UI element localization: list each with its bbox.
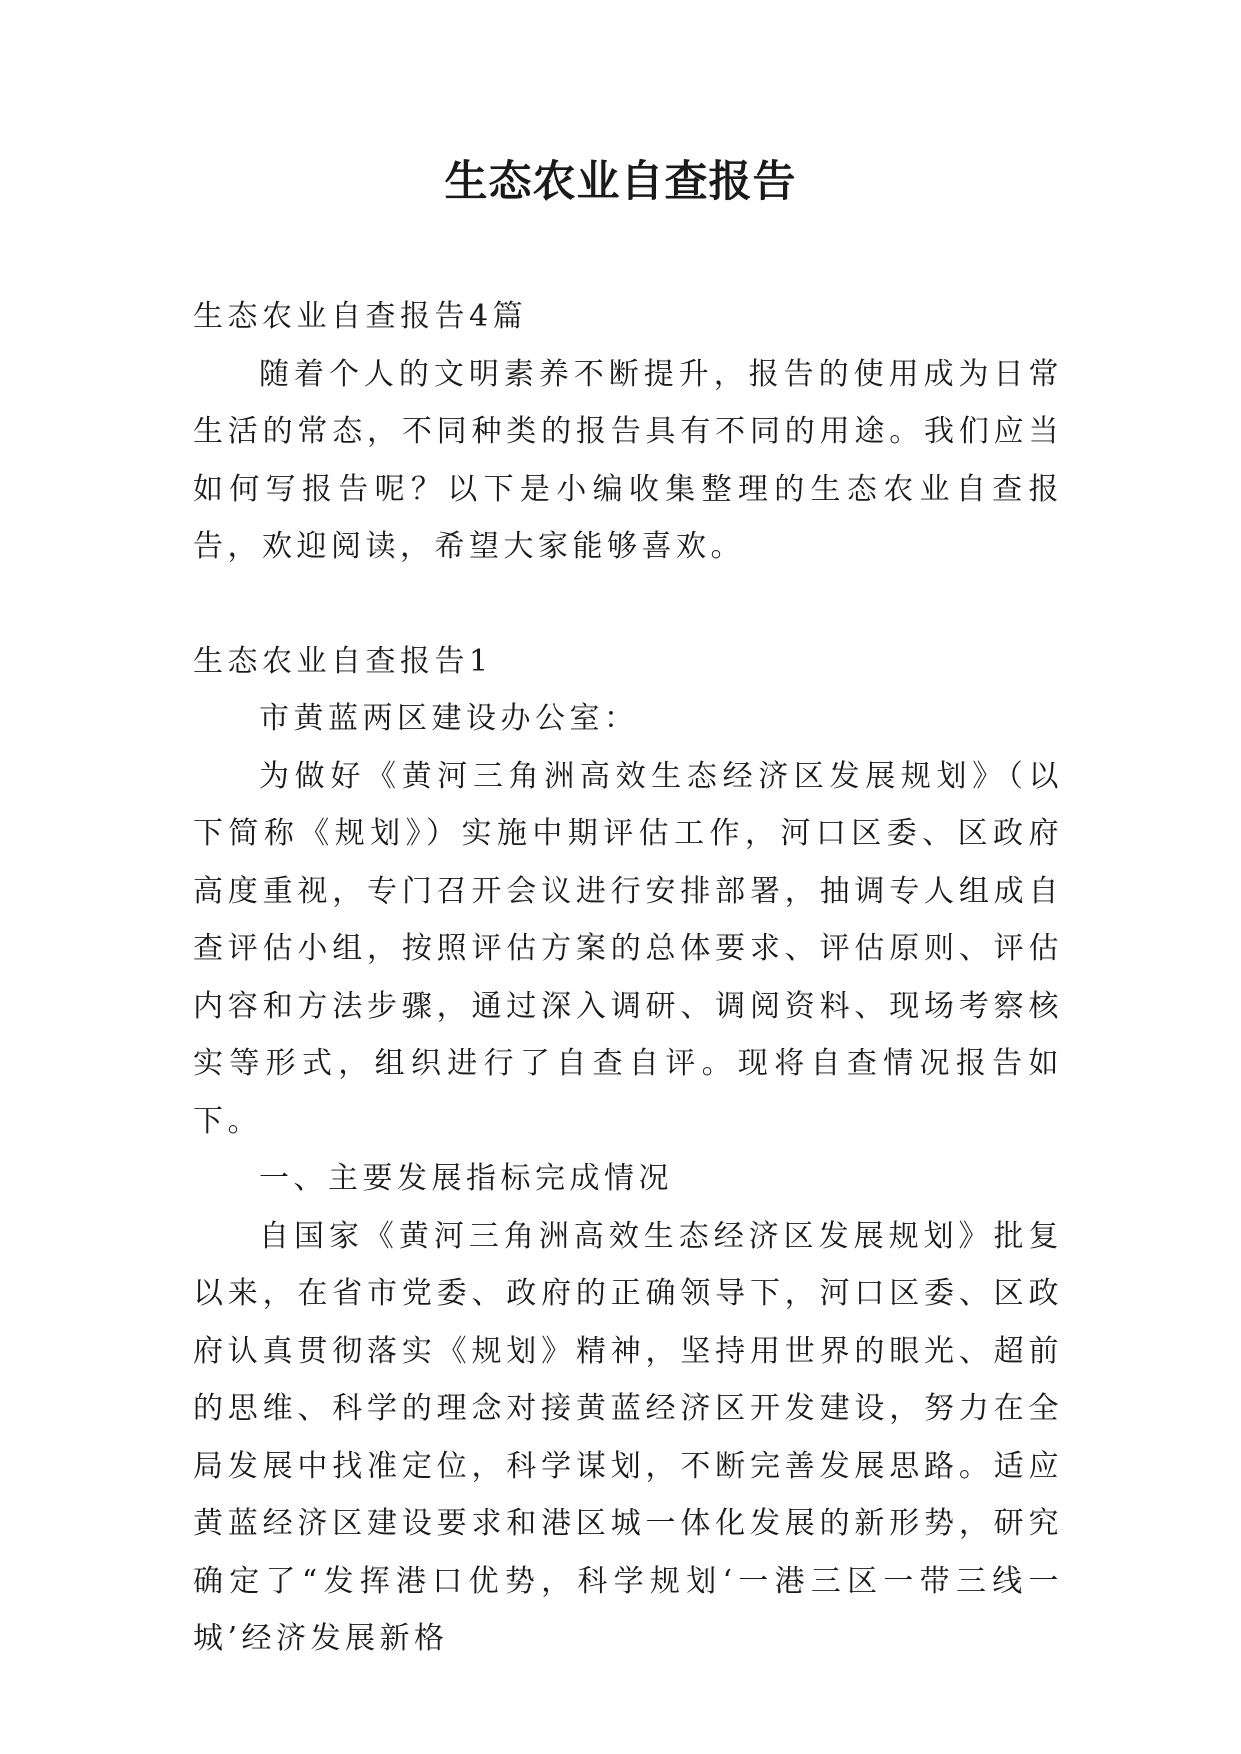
- document-title: 生态农业自查报告: [444, 157, 797, 207]
- document-subtitle: 生态农业自查报告4篇: [193, 299, 528, 334]
- intro-paragraph: 随着个人的文明素养不断提升，报告的使用成为日常生活的常态，不同种类的报告具有不同的用途。我们应当如何写报告呢？以下是小编收集整理的生态农业自查报告，欢迎阅读，希望大家能够喜欢。: [193, 356, 1063, 564]
- section-spacer: [193, 576, 1063, 633]
- body-paragraph: 自国家《黄河三角洲高效生态经济区发展规划》批复以来，在省市党委、政府的正确领导下，河口区委、区政府认真贯彻落实《规划》精神，坚持用世界的眼光、超前的思维、科学的理念对接黄蓝经济区开发建设，努力在全局发展中找准定位，科学谋划，不断完善发展思路。适应黄蓝经济区建设要求和港区城一体化发展的新形势，研究确定了“发挥港口优势，科学规划‘一港三区一带三线一城’经济发展新格: [193, 1218, 1063, 1656]
- section-heading: 一、主要发展指标完成情况: [259, 1161, 673, 1196]
- salutation: 市黄蓝两区建设办公室：: [259, 701, 639, 736]
- body-paragraph: 为做好《黄河三角洲高效生态经济区发展规划》（以下简称《规划》）实施中期评估工作，河口区委、区政府高度重视，专门召开会议进行安排部署，抽调专人组成自查评估小组，按照评估方案的总体要求、评估原则、评估内容和方法步骤，通过深入调研、调阅资料、现场考察核实等形式，组织进行了自查自评。现将自查情况报告如下。: [193, 758, 1063, 1139]
- report-heading: 生态农业自查报告1: [193, 643, 493, 679]
- document-body: [193, 288, 1063, 1668]
